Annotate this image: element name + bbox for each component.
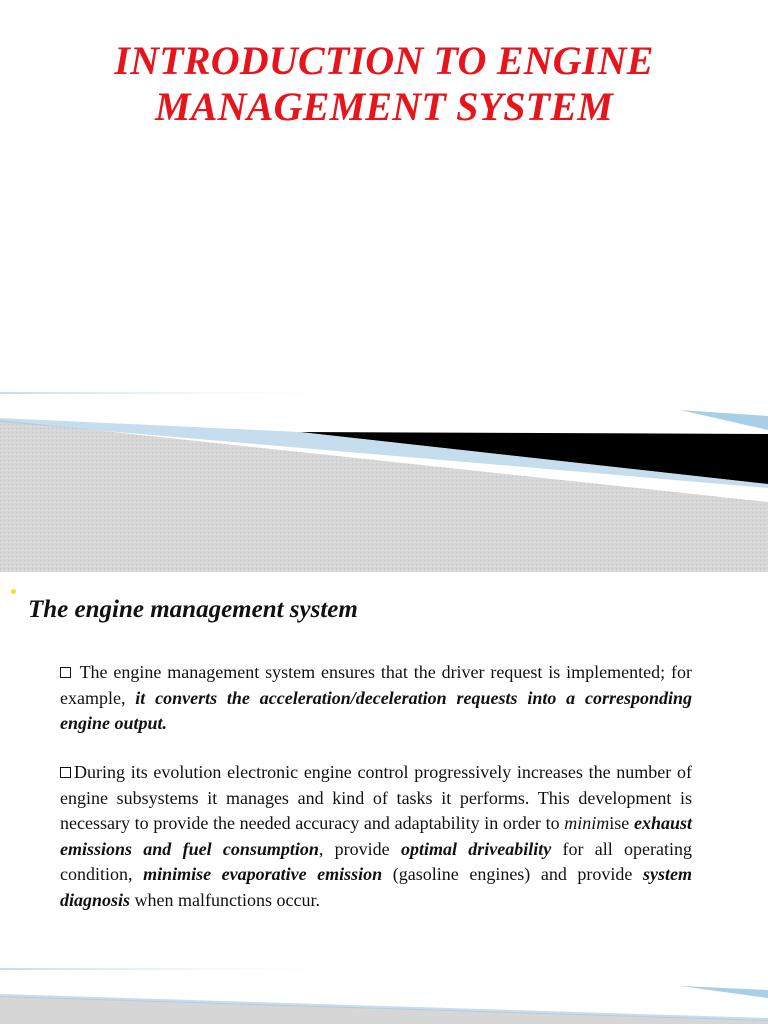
slide-title [0,38,768,130]
para2-text-5: (gasoline engines) and provide [382,864,643,885]
bullet-dot [11,589,16,594]
content-heading: The engine management system [28,596,358,623]
title-line-2: MANAGEMENT SYSTEM [155,84,613,129]
para2-emphasis-evaporative: minimise evaporative emission [143,864,383,885]
slide-divider-band-bottom [0,968,768,1024]
para1-emphasis: it converts the acceleration/deceleration requests into a corresponding engine output. [60,687,692,734]
slide-divider-band [0,392,768,572]
checkbox-bullet-icon [60,767,71,778]
title-slide [0,0,768,392]
para2-text-3: , provide [318,838,401,859]
para2-emphasis-emissions: exhaust emissions and fuel consumption [60,813,692,859]
para2-italic-minim: minim [564,813,610,834]
paragraph-1 [60,660,692,737]
paragraph-2 [60,760,692,914]
divider-graphic-bottom [0,968,768,1024]
checkbox-bullet-icon [60,667,71,678]
para2-text-4: for all operating condition, [60,838,692,885]
divider-graphic [0,392,768,572]
para2-emphasis-diagnosis: system diagnosis [60,864,692,910]
para2-text-1: During its evolution electronic engine control progressively increases the number of engine subsystems it manages and kind of tasks it performs. This development is necessary to provide the needed accuracy and adaptability in order to [60,762,692,834]
title-line-1: INTRODUCTION TO ENGINE [114,38,654,83]
para1-text: The engine management system ensures that the driver request is implemented; for example, [60,662,692,708]
para2-text-6: when malfunctions occur. [130,889,320,910]
para2-text-2: ise [609,813,634,834]
para2-emphasis-driveability: optimal driveability [400,838,552,859]
